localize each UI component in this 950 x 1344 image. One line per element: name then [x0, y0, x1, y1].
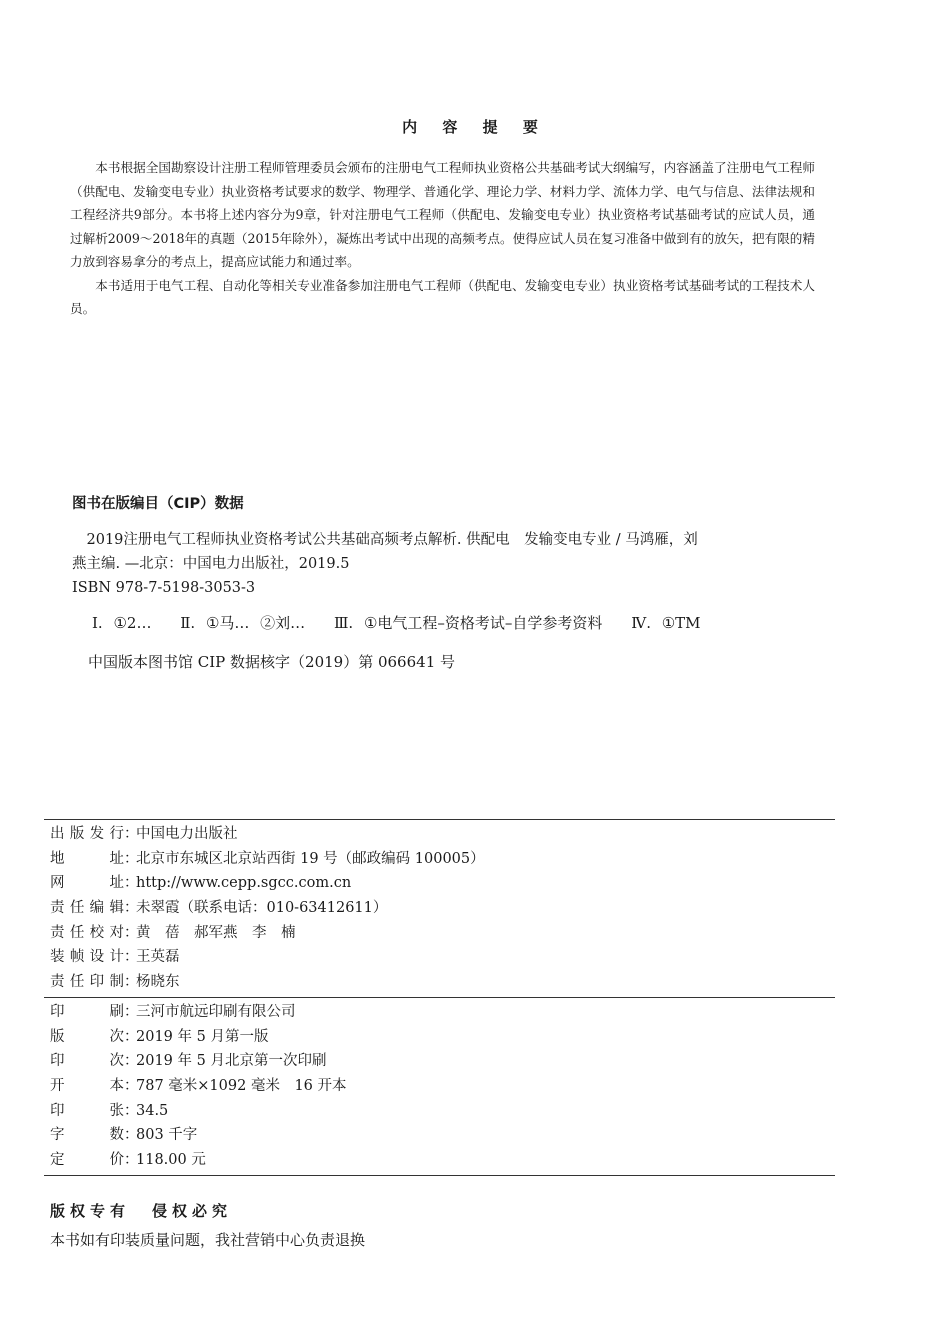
cip-entry — [72, 528, 817, 600]
imprint-row: 装帧设计 ： 王英磊 — [50, 945, 830, 970]
imprint-row: 地址 ： 北京市东城区北京站西街 19 号（邮政编码 100005） — [50, 847, 830, 872]
cip-subject-1: Ⅰ. ①2… — [92, 614, 152, 632]
imprint-price: 118.00 元 — [136, 1152, 206, 1169]
cip-subjects — [92, 612, 719, 633]
imprint-label: 开本 — [50, 1078, 124, 1095]
imprint-value: 787 毫米×1092 毫米 16 开本 — [136, 1078, 347, 1095]
imprint-row: 责任印制 ： 杨晓东 — [50, 970, 830, 995]
imprint-value: 803 千字 — [136, 1127, 198, 1144]
imprint-label: 网址 — [50, 875, 124, 892]
divider-bottom — [44, 1175, 835, 1176]
summary-paragraph-2: 本书适用于电气工程、自动化等相关专业准备参加注册电气工程师（供配电、发输变电专业）执业资格考试基础考试的工程技术人员。 — [70, 277, 815, 316]
imprint-value: 未翠霞（联系电话：010-63412611） — [136, 900, 388, 917]
summary-title: 内 容 提 要 — [402, 118, 548, 136]
imprint-value: 中国电力出版社 — [136, 826, 238, 842]
imprint-row: 定价 ： 118.00 元 — [50, 1148, 830, 1173]
imprint-label: 责任校对 — [50, 924, 124, 941]
imprint-label: 版次 — [50, 1028, 124, 1045]
imprint-label: 出版发行 — [50, 826, 124, 842]
imprint-label: 责任编辑 — [50, 900, 124, 917]
imprint-value: 三河市航远印刷有限公司 — [136, 1004, 296, 1020]
imprint-value: 34.5 — [136, 1102, 169, 1119]
imprint-value: 王英磊 — [136, 949, 180, 966]
imprint-label: 定价 — [50, 1152, 124, 1169]
cip-entry-line-1: 2019注册电气工程师执业资格考试公共基础高频考点解析. 供配电 发输变电专业 / 马鸿雁，刘 — [86, 532, 698, 548]
cip-subject-4: Ⅳ. ①TM — [631, 614, 701, 632]
imprint-label: 印刷 — [50, 1004, 124, 1020]
imprint-value: 2019 年 5 月北京第一次印刷 — [136, 1053, 327, 1070]
imprint-row: 字数 ： 803 千字 — [50, 1123, 830, 1148]
imprint-row: 印张 ： 34.5 — [50, 1099, 830, 1124]
imprint-value: 杨晓东 — [136, 974, 180, 991]
copyright-infringement: 侵权必究 — [152, 1202, 233, 1220]
imprint-value: 2019 年 5 月第一版 — [136, 1028, 269, 1045]
imprint-label: 装帧设计 — [50, 949, 124, 966]
imprint-row: 出版发行 ： 中国电力出版社 — [50, 822, 830, 847]
imprint-label: 责任印制 — [50, 974, 124, 991]
imprint-row: 印次 ： 2019 年 5 月北京第一次印刷 — [50, 1049, 830, 1074]
cip-record-number: 中国版本图书馆 CIP 数据核字（2019）第 066641 号 — [88, 653, 456, 671]
summary-body — [70, 156, 815, 321]
imprint-row: 印刷 ： 三河市航远印刷有限公司 — [50, 1000, 830, 1025]
cip-subject-3: Ⅲ. ①电气工程–资格考试–自学参考资料 — [333, 614, 603, 632]
imprint-value: 黄 蓓 郝军燕 李 楠 — [136, 924, 296, 941]
return-policy-note: 本书如有印装质量问题，我社营销中心负责退换 — [50, 1231, 366, 1249]
copyright-reserved: 版权专有 — [50, 1202, 131, 1220]
imprint-row: 版次 ： 2019 年 5 月第一版 — [50, 1025, 830, 1050]
imprint-label: 印张 — [50, 1102, 124, 1119]
imprint-row: 网址 ： http://www.cepp.sgcc.com.cn — [50, 871, 830, 896]
printing-info — [50, 1000, 830, 1173]
cip-title: 图书在版编目（CIP）数据 — [72, 496, 244, 512]
cip-entry-line-2: 燕主编. —北京：中国电力出版社，2019.5 — [72, 556, 350, 572]
cip-subject-2: Ⅱ. ①马… ②刘… — [180, 614, 306, 632]
imprint-row: 责任编辑 ： 未翠霞（联系电话：010-63412611） — [50, 896, 830, 921]
cip-isbn: ISBN 978-7-5198-3053-3 — [72, 580, 256, 596]
imprint-value: 北京市东城区北京站西街 19 号（邮政编码 100005） — [136, 850, 485, 867]
divider-middle — [44, 997, 835, 998]
divider-top — [44, 819, 835, 820]
imprint-label: 字数 — [50, 1127, 124, 1144]
imprint-row: 开本 ： 787 毫米×1092 毫米 16 开本 — [50, 1074, 830, 1099]
copyright-notice — [50, 1200, 232, 1221]
summary-paragraph-1: 本书根据全国勘察设计注册工程师管理委员会颁布的注册电气工程师执业资格公共基础考试大纲编写，内容涵盖了注册电气工程师（供配电、发输变电专业）执业资格考试要求的数学、物理学、普通化学、理论力学、材料力学、流体力学、电气与信息、法律法规和工程经济共9部分。本书将上述内容分为9章，针对注册电气工程师（供配电、发输变电专业）执业资格考试基础考试的应试人员，通过解析2009～2018年的真题（2015年除外），凝炼出考试中出现的高频考点。使得应试人员在复习准备中做到有的放矢，把有限的精力放到容易拿分的考点上，提高应试能力和通过率。 — [70, 160, 815, 269]
imprint-website: http://www.cepp.sgcc.com.cn — [136, 875, 352, 892]
imprint-row: 责任校对 ： 黄 蓓 郝军燕 李 楠 — [50, 921, 830, 946]
imprint-label: 印次 — [50, 1053, 124, 1070]
publisher-info — [50, 822, 830, 995]
imprint-label: 地址 — [50, 850, 124, 867]
